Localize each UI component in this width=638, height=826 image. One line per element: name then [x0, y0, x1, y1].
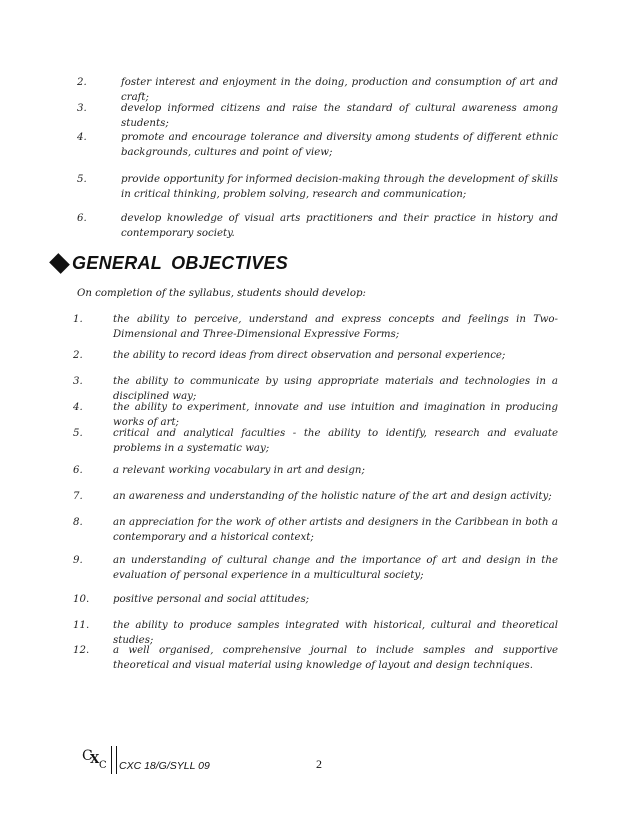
objective-text: the ability to record ideas from direct observation and personal experience; [113, 350, 506, 361]
objective-number: 12. [73, 645, 90, 656]
objective-text: the ability to produce samples integrated with historical, cultural and theoretical studies; [113, 620, 558, 646]
objective-number: 6. [73, 465, 83, 476]
section-heading [48, 253, 288, 274]
objective-text: a relevant working vocabulary in art and design; [113, 465, 365, 476]
aim-number: 2. [77, 77, 87, 88]
aim-text: foster interest and enjoyment in the doing, production and consumption of art and craft; [121, 77, 558, 103]
objective-number: 8. [73, 517, 83, 528]
footer-divider [111, 746, 117, 774]
aim-number: 6. [77, 213, 87, 224]
objective-number: 7. [73, 491, 83, 502]
aim-number: 5. [77, 174, 87, 185]
objective-number: 2. [73, 350, 83, 361]
objective-number: 11. [73, 620, 90, 631]
objective-text: critical and analytical faculties - the ability to identify, research and evaluate problems in a systematic way; [113, 428, 558, 454]
objective-number: 9. [73, 555, 83, 566]
objective-text: an appreciation for the work of other artists and designers in the Caribbean in both a contemporary and a historical context; [113, 517, 558, 543]
aim-text: promote and encourage tolerance and diversity among students of different ethnic backgrounds, cultures and point of view; [121, 132, 558, 158]
aim-number: 4. [77, 132, 87, 143]
objective-number: 10. [73, 594, 90, 605]
objective-number: 3. [73, 376, 83, 387]
objective-number: 1. [73, 314, 83, 325]
logo-letter: C [82, 748, 93, 764]
objective-text: positive personal and social attitudes; [113, 594, 310, 605]
section-title: GENERAL OBJECTIVES [72, 253, 289, 273]
objective-text: the ability to communicate by using appropriate materials and technologies in a disciplined way; [113, 376, 558, 402]
objective-text: the ability to perceive, understand and express concepts and feelings in Two-Dimensional and Three-Dimensional Expressive Forms; [113, 314, 558, 340]
page-number: 2 [316, 757, 322, 771]
syllabus-code: CXC 18/G/SYLL 09 [119, 760, 210, 772]
aim-number: 3. [77, 103, 87, 114]
objective-text: an awareness and understanding of the holistic nature of the art and design activity; [113, 491, 552, 502]
objective-number: 5. [73, 428, 83, 439]
logo-letter: C [99, 760, 107, 771]
objective-text: a well organised, comprehensive journal to include samples and supportive theoretical and visual material using knowledge of layout and design techniques. [113, 645, 558, 671]
logo-letter: X [90, 752, 100, 766]
objective-text: the ability to experiment, innovate and use intuition and imagination in producing works of art; [113, 402, 558, 428]
objective-text: an understanding of cultural change and the importance of art and design in the evaluation of personal experience in a multicultural society; [113, 555, 558, 581]
objectives-intro: On completion of the syllabus, students should develop: [77, 288, 366, 299]
aim-text: develop knowledge of visual arts practitioners and their practice in history and contemporary society. [121, 213, 558, 239]
aim-text: develop informed citizens and raise the standard of cultural awareness among students; [121, 103, 558, 129]
objective-number: 4. [73, 402, 83, 413]
diamond-bullet-icon [49, 253, 70, 274]
cxc-logo [82, 748, 112, 774]
aim-text: provide opportunity for informed decision-making through the development of skills in critical thinking, problem solving, research and communication; [121, 174, 558, 200]
